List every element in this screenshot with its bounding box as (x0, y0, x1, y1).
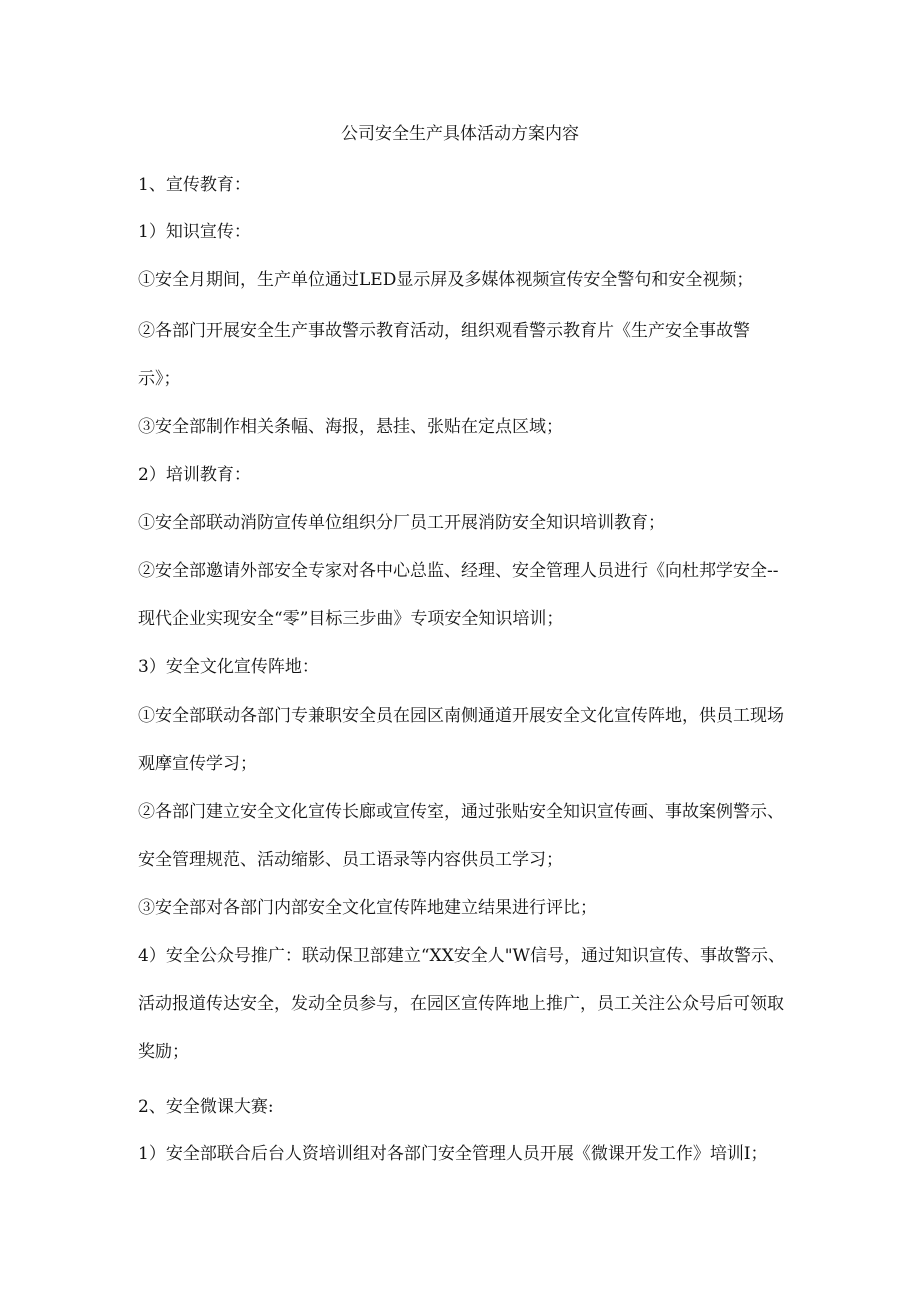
paragraph-line: 1）安全部联合后台人资培训组对各部门安全管理人员开展《微课开发工作》培训I； (138, 1144, 768, 1164)
paragraph-line: 现代企业实现安全“零”目标三步曲》专项安全知识培训； (138, 609, 564, 629)
paragraph-line: 奖励； (138, 1042, 189, 1062)
paragraph-line: 安全管理规范、活动缩影、员工语录等内容供员工学习； (138, 850, 563, 870)
paragraph-line: 示》； (138, 369, 181, 389)
subsection-heading: 2）培训教育： (138, 465, 251, 485)
paragraph-line: ②各部门建立安全文化宣传长廊或宣传室，通过张贴安全知识宣传画、事故案例警示、 (138, 802, 784, 822)
paragraph-line: ③安全部对各部门内部安全文化宣传阵地建立结果进行评比； (138, 898, 597, 918)
paragraph-line: ①安全月期间，生产单位通过LED显示屏及多媒体视频宣传安全警句和安全视频； (138, 270, 754, 290)
section-heading: 1、宣传教育： (138, 175, 251, 195)
paragraph-line: ②安全部邀请外部安全专家对各中心总监、经理、安全管理人员进行《向杜邦学安全-- (138, 561, 779, 581)
subsection-heading: 3）安全文化宣传阵地： (138, 657, 319, 677)
subsection-heading: 1）知识宣传： (138, 222, 251, 242)
paragraph-line: 活动报道传达安全，发动全员参与，在园区宣传阵地上推广，员工关注公众号后可领取 (138, 994, 784, 1014)
paragraph-line: 观摩宣传学习； (138, 754, 257, 774)
paragraph-line: ③安全部制作相关条幅、海报，悬挂、张贴在定点区域； (138, 417, 563, 437)
paragraph-line: ①安全部联动消防宣传单位组织分厂员工开展消防安全知识培训教育； (138, 513, 665, 533)
paragraph-line: 4）安全公众号推广：联动保卫部建立“XX安全人"W信号，通过知识宣传、事故警示、 (138, 946, 786, 966)
paragraph-line: ②各部门开展安全生产事故警示教育活动，组织观看警示教育片《生产安全事故警 (138, 321, 750, 341)
section-heading: 2、安全微课大赛: (138, 1097, 274, 1117)
paragraph-line: ①安全部联动各部门专兼职安全员在园区南侧通道开展安全文化宣传阵地，供员工现场 (138, 706, 784, 726)
document-title: 公司安全生产具体活动方案内容 (341, 124, 579, 144)
